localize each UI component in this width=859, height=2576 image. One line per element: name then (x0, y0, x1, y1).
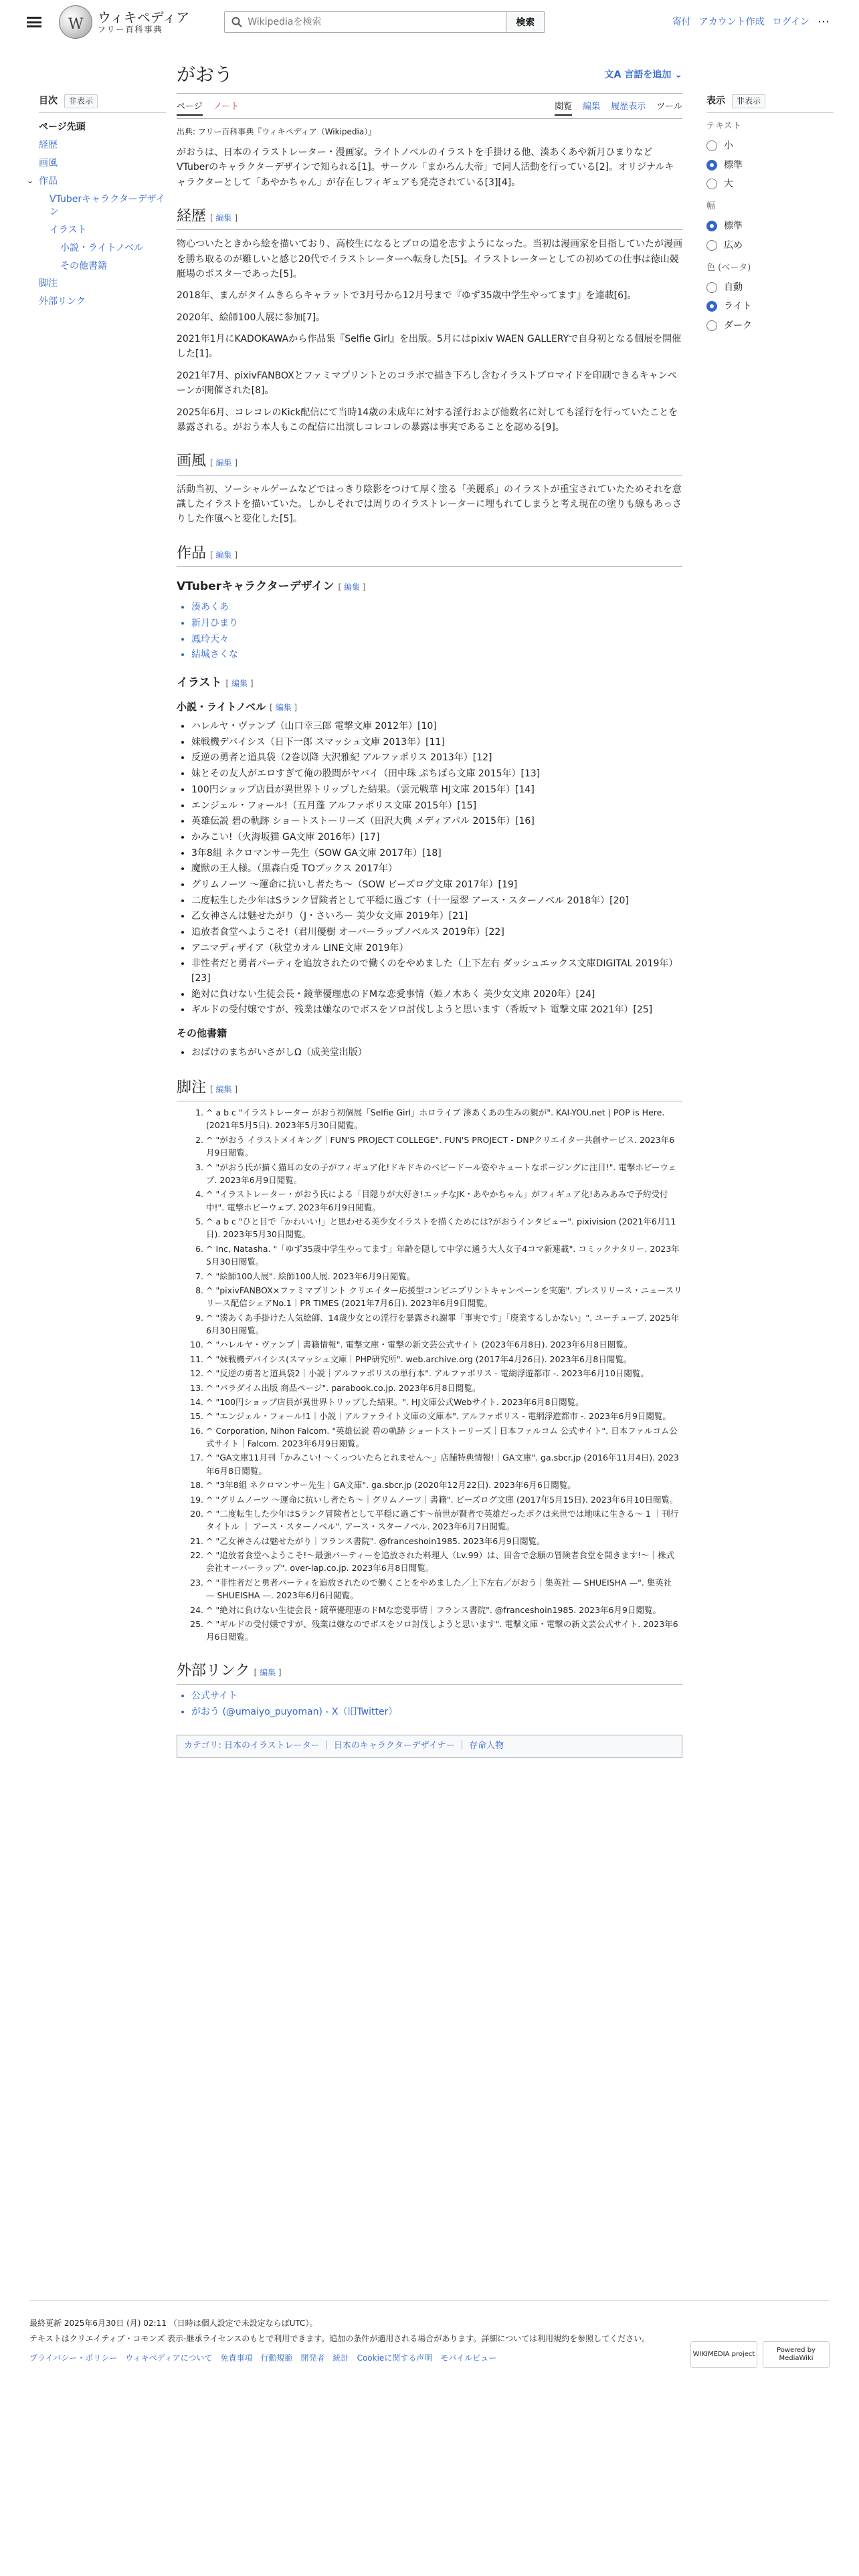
other-books-list (191, 1045, 682, 1061)
list-item[interactable]: • 公式サイト (191, 1689, 682, 1705)
footer-link[interactable]: プライバシー・ポリシー (29, 2353, 118, 2363)
list-item[interactable]: • 非性者だと勇者パーティを追放されたので働くのをやめました（上下左右 ダッシュエックス文庫DIGITAL 2019年）[23] (191, 956, 682, 986)
career-body (177, 237, 682, 435)
section-notes: 脚注 [ 編集 ] (177, 1076, 682, 1101)
appearance-panel (706, 94, 834, 335)
donate-link[interactable]: 寄付 (672, 16, 691, 27)
reference-item[interactable]: 3. ^ "がおう氏が描く猫耳の女の子がフィギュア化!ドキドキのベビードール姿やキュートなポージングに注目!". 電撃ホビーウェブ. 2023年6月9日閲覧。 (206, 1160, 682, 1188)
top-bar (0, 0, 859, 44)
toc-item[interactable]: 画風 (39, 158, 58, 169)
chevron-down-icon[interactable]: ⌄ (27, 176, 34, 186)
search-icon (231, 17, 242, 27)
source-note: 出典: フリー百科事典『ウィキペディア（Wikipedia）』 (177, 126, 377, 136)
radio-button[interactable] (706, 320, 717, 331)
toc-list (27, 118, 166, 311)
career-paragraph: 物心ついたときから絵を描いており、高校生になるとプロの道を志すようになった。当初は漫画家を目指していたが漫画を勝ち取るのが難しいと感じ20代でイラストレーターへ転身した[5]。イラストレーターとしての初めての仕事は徳山競艇場のポスターであった[5]。 (177, 239, 682, 280)
list-item[interactable]: • 3年8組 ネクロマンサー先生（SOW GA文庫 2017年）[18] (191, 846, 682, 862)
section-style: 画風 [ 編集 ] (177, 449, 682, 475)
toc-item[interactable]: イラスト (50, 224, 87, 235)
career-paragraph: 2018年、まんがタイムきららキャラットで3月号から12月号まで『ゆず35歳中学生やってます』を連載[6]。 (177, 290, 637, 302)
list-item[interactable]: • 絶対に負けない生徒会長・鏡華優理恵のドMな恋愛事情（姫ノ木あく 美少女文庫 2020年）[24] (191, 987, 682, 1003)
list-item[interactable]: • 妹とその友人がエロすぎて俺の股間がヤバイ（田中珠 ぷちぱら文庫 2015年）[13] (191, 766, 682, 782)
toc-item[interactable]: その他書籍 (60, 260, 107, 272)
tab-read[interactable]: 閲覧 (555, 100, 572, 116)
list-item[interactable]: • エンジェル・フォール!（五月蓬 アルファポリス文庫 2015年）[15] (191, 798, 682, 815)
list-item[interactable]: • 英雄伝説 碧の軌跡 ショートストーリーズ（田沢大典 メディアパル 2015年）[16] (191, 814, 682, 830)
reference-item[interactable]: 7. ^ "絵師100人展". 絵師100人展. 2023年6月9日閲覧。 (206, 1269, 682, 1283)
width-option[interactable]: 標準 (706, 217, 834, 235)
reference-item[interactable]: 19. ^ "グリムノーツ 〜運命に抗いし者たち〜｜グリムノーツ｜書籍". ビーズログ文庫 (2017年5月15日). 2023年6月10日閲覧。 (206, 1493, 682, 1507)
radio-button[interactable] (706, 160, 717, 171)
edit-link[interactable]: 編集 (260, 1667, 276, 1677)
category-box[interactable]: カテゴリ: 日本のイラストレーター ｜ 日本のキャラクターデザイナー ｜ 存命人物 (177, 1735, 682, 1758)
edit-link[interactable]: 編集 (215, 550, 232, 560)
section-works: 作品 [ 編集 ] (177, 542, 682, 567)
edit-link[interactable]: 編集 (215, 458, 232, 468)
appearance-hide-button[interactable]: 非表示 (732, 94, 765, 108)
reference-item[interactable]: 5. ^ a b c "ひと目で「かわいい!」と思わせる美少女イラストを描くためには?がおうインタビュー". pixivision (2021年6月11日). 2023年5月30日閲覧。 (206, 1214, 682, 1242)
subsection-novels: 小説・ライトノベル [ 編集 ] (177, 701, 298, 714)
search-button[interactable]: 検索 (506, 11, 545, 33)
toc-item[interactable]: ページ先頭 (39, 122, 86, 133)
reference-item[interactable]: 18. ^ "3年8組 ネクロマンサー先生｜GA文庫". ga.sbcr.jp (2020年12月22日). 2023年6月6日閲覧。 (206, 1478, 682, 1492)
list-item[interactable]: • アニマディザイア（秋堂カオル LINE文庫 2019年） (191, 941, 682, 957)
reference-item[interactable]: 9. ^ "湊あくあ手掛けた人気絵師、14歳少女との淫行を暴露され謝罪「事実です」「廃業するしかない」". ユーチューブ. 2025年6月30日閲覧。 (206, 1311, 682, 1338)
table-of-contents (27, 94, 166, 311)
style-paragraph: 活動当初、ソーシャルゲームなどではっきり陰影をつけて厚く塗る「美麗系」のイラストが重宝されていたためそれを意識したイラストを描いていた。しかしそれでは周りのイラストレーターに埋もれてしまうと考え現在の塗りも線もあっさりした作風へと変化した[5]。 (177, 484, 682, 525)
text-size-option[interactable]: 大 (706, 175, 834, 193)
radio-button[interactable] (706, 140, 717, 151)
main-menu-icon[interactable] (27, 17, 41, 27)
reference-item[interactable]: 8. ^ "pixivFANBOX×ファミマプリント クリエイター応援型コンビニプリントキャンペーンを実施". プレスリリース・ニュースリリース配信シェアNo.1｜PR TIMES (2021年7月6日). 2023年6月9日閲覧。 (206, 1283, 682, 1311)
toc-item[interactable]: 脚注 (39, 278, 58, 290)
references-list (206, 1105, 682, 1644)
text-size-option[interactable]: 小 (706, 136, 834, 155)
reference-item[interactable]: 17. ^ "GA文庫11月刊「かみこい! 〜くっついたらとれません〜」店舗特典情報!｜GA文庫". ga.sbcr.jp (2016年11月4日). 2023年6月8日閲覧。 (206, 1451, 682, 1478)
site-logo[interactable] (59, 5, 189, 39)
reference-item[interactable]: 6. ^ Inc, Natasha. "「ゆず35歳中学生やってます」年齢を隠して中学に通う大人女子4コマ新連載". コミックナタリー. 2023年5月30日閲覧。 (206, 1242, 682, 1269)
subsection-other-books: その他書籍 (177, 1027, 227, 1040)
site-name: ウィキペディア (98, 9, 190, 25)
color-option[interactable]: ダーク (706, 316, 834, 335)
footer-link[interactable]: 免責事項 (220, 2353, 253, 2363)
toc-item[interactable]: 経歴 (39, 140, 58, 151)
create-account-link[interactable]: アカウント作成 (698, 16, 765, 27)
list-item[interactable]: • 結城さくな (191, 647, 682, 663)
reference-item[interactable]: 24. ^ "絶対に負けない生徒会長・鏡華優理恵のドMな恋愛事情｜フランス書院". @franceshoin1985. 2023年6月9日閲覧。 (206, 1603, 682, 1617)
intro-paragraph: がおうは、日本のイラストレーター・漫画家。ライトノベルのイラストを手掛ける他、湊あくあや新月ひまりなどVTuberのキャラクターデザインで知られる[1]。サークル「まかろん大帝」で同人活動を行っている[2]。オリジナルキャラクターとして「あやかちゃん」が存在しフィギュアも発売されている[3][4]。 (177, 146, 674, 188)
reference-item[interactable]: 2. ^ "がおう イラストメイキング｜FUN'S PROJECT COLLEGE". FUN'S PROJECT - DNPクリエイター共創サービス. 2023年6月9日閲覧。 (206, 1133, 682, 1160)
list-item[interactable]: • ギルドの受付嬢ですが、残業は嫌なのでボスをソロ討伐しようと思います（香坂マト 電撃文庫 2021年）[25] (191, 1002, 682, 1018)
reference-item[interactable]: 13. ^ "パラダイム出版 商品ページ". parabook.co.jp. 2023年6月8日閲覧。 (206, 1381, 682, 1395)
last-edited: 最終更新 2025年6月30日 (月) 02:11 （日時は個人設定で未設定ならばUTC）。 (29, 2319, 318, 2328)
radio-button[interactable] (706, 301, 717, 312)
radio-button[interactable] (706, 221, 717, 231)
subsection-vtuber: VTuberキャラクターデザイン [ 編集 ] (177, 579, 366, 593)
add-language-button[interactable]: 文A 言語を追加 ⌄ (604, 70, 682, 81)
footer-link[interactable]: 開発者 (300, 2353, 325, 2363)
external-links-list (191, 1689, 682, 1720)
list-item[interactable]: • がおう (@umaiyo_puyoman) - X（旧Twitter） (191, 1705, 682, 1721)
list-item[interactable]: • 100円ショップ店員が異世界トリップした結果。（雲元戦華 HJ文庫 2015年）[14] (191, 782, 682, 798)
license-text: テキストはクリエイティブ・コモンズ 表示-継承ライセンスのもとで利用できます。追加の条件が適用される場合があります。詳細については利用規約を参照してください。 (29, 2334, 650, 2344)
reference-item[interactable]: 4. ^ "イラストレーター・がおう氏による「目隠りが大好き!エッチなJK・あやかちゃん」がフィギュア化!あみあみで予約受付中!". 電撃ホビーウェブ. 2023年6月9日閲覧。 (206, 1187, 682, 1214)
reference-item[interactable]: 14. ^ "100円ショップ店員が異世界トリップした結果。". HJ文庫公式Webサイト. 2023年6月8日閲覧。 (206, 1395, 682, 1409)
width-label: 幅 (706, 201, 716, 212)
edit-link[interactable]: 編集 (231, 678, 248, 688)
edit-link[interactable]: 編集 (344, 582, 361, 592)
tab-tools[interactable]: ツール (656, 101, 682, 112)
list-item[interactable]: • 魔獣の王人様。（黒森白兎 TOブックス 2017年） (191, 861, 682, 877)
edit-link[interactable]: 編集 (275, 703, 292, 713)
width-option[interactable]: 広め (706, 236, 834, 255)
edit-link[interactable]: 編集 (215, 213, 232, 223)
toc-hide-button[interactable]: 非表示 (64, 94, 98, 108)
list-item[interactable]: • 新月ひまり (191, 616, 682, 632)
reference-item[interactable]: 22. ^ "追放者食堂へようこそ!〜最強パーティーを追放された料理人（Lv.99）は、田舎で念願の冒険者食堂を開きます!〜｜株式会社オーバーラップ". over-lap.co.jp. 2023年6月8日閲覧。 (206, 1548, 682, 1576)
color-option[interactable]: 自動 (706, 278, 834, 297)
list-item[interactable]: • 乙女神さんは魅せたがり（J・さいろー 美少女文庫 2019年）[21] (191, 909, 682, 925)
search-form (224, 11, 545, 33)
reference-item[interactable]: 20. ^ "二度転生した少年はSランク冒険者として平穏に過ごす〜前世が賢者で英雄だったボクは来世では地味に生きる〜 1 ｜刊行タイトル ｜ アース・スターノベル". アース・スターノベル. 2023年6月7日閲覧。 (206, 1507, 682, 1534)
list-item[interactable]: • 追放者食堂へようこそ!（君川優樹 オーバーラップノベルス 2019年）[22] (191, 925, 682, 941)
toc-item[interactable]: 外部リンク (39, 296, 86, 308)
subsection-illust: イラスト [ 編集 ] (177, 675, 254, 689)
page-tabs (177, 100, 682, 119)
page-title: がおう (177, 64, 233, 86)
toc-item[interactable]: ⌄ 作品 (27, 176, 58, 187)
text-size-option[interactable]: 標準 (706, 156, 834, 175)
wikipedia-globe-icon (59, 5, 92, 39)
list-item[interactable]: • 湊あくあ (191, 600, 682, 616)
tab-talk[interactable]: ノート (213, 101, 240, 112)
reference-item[interactable]: 11. ^ "妹戦機デバイシス(スマッシュ文庫｜PHP研究所". web.archive.org (2017年4月26日). 2023年6月8日閲覧。 (206, 1352, 682, 1366)
appearance-title: 表示 (706, 96, 725, 106)
site-tagline: フリー百科事典 (98, 24, 163, 34)
toc-item[interactable]: VTuberキャラクターデザイン (50, 193, 165, 217)
page-footer (29, 2300, 830, 2365)
search-box (224, 11, 506, 33)
tab-edit[interactable]: 編集 (583, 101, 601, 112)
search-input[interactable] (248, 17, 502, 27)
footer-link[interactable]: Cookieに関する声明 (357, 2353, 433, 2363)
section-external-links: 外部リンク [ 編集 ] (177, 1659, 682, 1685)
footer-link[interactable]: 統計 (332, 2353, 349, 2363)
list-item[interactable]: • 妹戦機デバイシス（日下一郎 スマッシュ文庫 2013年）[11] (191, 735, 682, 751)
toc-title: 目次 (39, 96, 58, 106)
career-paragraph: 2021年1月にKADOKAWAから作品集『Selfie Girl』を出版。5月にはpixiv WAEN GALLERYで自身初となる個展を開催した[1]。 (177, 334, 682, 360)
reference-item[interactable]: 15. ^ "エンジェル・フォール!1｜小説｜アルファライト文庫の文庫本". アルファポリス - 電網浮遊都市 -. 2023年6月9日閲覧。 (206, 1409, 682, 1423)
list-item[interactable]: • おばけのまちがいさがしΩ（成美堂出版） (191, 1045, 682, 1061)
section-career: 経歴 [ 編集 ] (177, 205, 682, 230)
list-item[interactable]: • 反逆の勇者と道具袋（2巻以降 大沢雅紀 アルファポリス 2013年）[12] (191, 750, 682, 766)
list-item[interactable]: • ハレルヤ・ヴァンプ（山口幸三郎 電撃文庫 2012年）[10] (191, 719, 682, 735)
footer-link[interactable]: モバイルビュー (440, 2353, 497, 2363)
text-size-label: テキスト (706, 121, 741, 132)
tab-page[interactable]: ページ (177, 100, 203, 116)
novel-list (191, 719, 682, 1018)
footer-link[interactable]: ウィキペディアについて (125, 2353, 213, 2363)
footer-link[interactable]: 行動規範 (260, 2353, 293, 2363)
radio-button[interactable] (706, 179, 717, 189)
mediawiki-badge[interactable]: Powered by MediaWiki (763, 2341, 830, 2368)
user-links (672, 13, 830, 32)
reference-item[interactable]: 23. ^ "非性者だと勇者パーティを追放されたので働くことをやめました／上下左右／がおう｜集英社 — SHUEISHA —". 集英社 — SHUEISHA —. 2023年6月6日閲覧。 (206, 1576, 682, 1603)
list-item[interactable]: • グリムノーツ 〜運命に抗いし者たち〜（SOW ビーズログ文庫 2017年）[19] (191, 877, 682, 893)
radio-button[interactable] (706, 240, 717, 251)
toc-item[interactable]: 小説・ライトノベル (60, 242, 144, 253)
career-paragraph: 2025年6月、コレコレのKick配信にて当時14歳の未成年に対する淫行および他数名に対しても淫行を行っていたことを暴露される。がおう本人もこの配信に出演しコレコレの暴露は事実であることを認める[9]。 (177, 407, 678, 433)
list-item[interactable]: • 二度転生した少年はSランク冒険者として平穏に過ごす（十一屋翠 アース・スターノベル 2018年）[20] (191, 893, 682, 909)
wikimedia-badge[interactable]: WIKIMEDIA project (690, 2341, 757, 2368)
career-paragraph: 2020年、絵師100人展に参加[7]。 (177, 312, 326, 323)
color-label: 色 (ベータ) (706, 262, 751, 273)
main-content (177, 60, 682, 1758)
tab-history[interactable]: 履歴表示 (611, 101, 646, 112)
career-paragraph: 2021年7月、pixivFANBOXとファミマプリントとのコラボで描き下ろし含むイラストブロマイドを印刷できるキャンペーンが開催された[8]。 (177, 370, 677, 397)
reference-item[interactable]: 1. ^ a b c "イラストレーター がおう初個展「Selfie Girl」ホロライブ 湊あくあの生みの親が". KAI-YOU.net | POP is Here. (2021年5月5日). 2023年5月30日閲覧。 (206, 1105, 682, 1133)
style-body (177, 482, 682, 527)
reference-item[interactable]: 16. ^ Corporation, Nihon Falcom. "英雄伝説 碧の軌跡 ショートストーリーズ｜日本ファルコム 公式サイト". 日本ファルコム公式サイト｜Falcom. 2023年6月9日閲覧。 (206, 1424, 682, 1451)
color-option[interactable]: ライト (706, 297, 834, 316)
translate-icon: 文A (604, 70, 625, 81)
login-link[interactable]: ログイン (772, 16, 809, 27)
reference-item[interactable]: 12. ^ "反逆の勇者と道具袋2｜小説｜アルファポリスの単行本". アルファポリス - 電網浮遊都市 -. 2023年6月10日閲覧。 (206, 1366, 682, 1380)
list-item[interactable]: • 鳳玲天々 (191, 632, 682, 648)
vtuber-list (191, 600, 682, 663)
more-options-icon[interactable]: ⋯ (818, 14, 830, 29)
edit-link[interactable]: 編集 (215, 1084, 232, 1094)
reference-item[interactable]: 10. ^ "ハレルヤ・ヴァンプ｜書籍情報". 電撃文庫・電撃の新文芸公式サイト (2023年6月8日). 2023年6月8日閲覧。 (206, 1337, 682, 1352)
radio-button[interactable] (706, 282, 717, 293)
reference-item[interactable]: 25. ^ "ギルドの受付嬢ですが、残業は嫌なのでボスをソロ討伐しようと思います". 電撃文庫・電撃の新文芸公式サイト. 2023年6月6日閲覧。 (206, 1617, 682, 1644)
reference-item[interactable]: 21. ^ "乙女神さんは魅せたがり｜フランス書院". @franceshoin1985. 2023年6月9日閲覧。 (206, 1534, 682, 1548)
list-item[interactable]: • かみこい!（火海坂猫 GA文庫 2016年）[17] (191, 830, 682, 846)
